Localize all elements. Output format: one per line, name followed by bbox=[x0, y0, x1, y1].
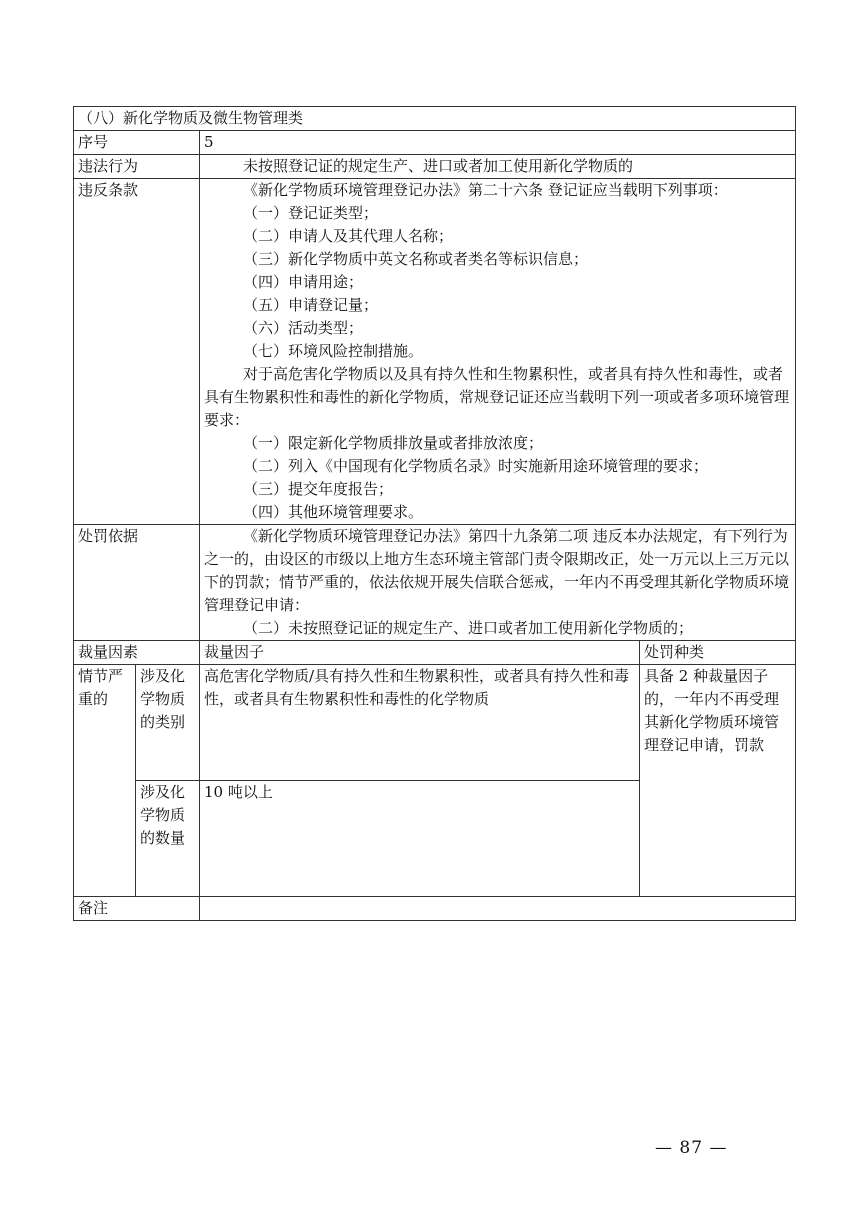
severity-label: 情节严重的 bbox=[74, 665, 136, 897]
severity-sub1-label: 涉及化学物质的类别 bbox=[136, 665, 200, 781]
remark-label: 备注 bbox=[74, 897, 200, 921]
clause-item2: （四）其他环境管理要求。 bbox=[243, 503, 424, 521]
section-title: （八）新化学物质及微生物管理类 bbox=[74, 107, 796, 131]
clause-item2: （二）列入《中国现有化学物质名录》时实施新用途环境管理的要求； bbox=[243, 457, 709, 475]
clause-item: （四）申请用途； bbox=[243, 273, 364, 291]
severity-penalty: 具备 2 种裁量因子的，一年内不再受理其新化学物质环境管理登记申请，罚款 bbox=[640, 665, 796, 897]
penalty-basis-label: 处罚依据 bbox=[74, 525, 200, 641]
penalty-basis-content bbox=[200, 525, 796, 641]
violation-label: 违法行为 bbox=[74, 155, 200, 179]
clause-para2: 对于高危害化学物质以及具有持久性和生物累积性，或者具有持久性和毒性，或者具有生物累积性和毒性的新化学物质，常规登记证还应当载明下列一项或者多项环境管理要求： bbox=[204, 365, 790, 429]
severity-sub2-value: 10 吨以上 bbox=[200, 781, 640, 897]
factors-header-1: 裁量因素 bbox=[74, 641, 200, 665]
clause-intro: 《新化学物质环境管理登记办法》第二十六条 登记证应当载明下列事项： bbox=[243, 181, 728, 199]
clause-item2: （三）提交年度报告； bbox=[243, 480, 394, 498]
violation-value: 未按照登记证的规定生产、进口或者加工使用新化学物质的 bbox=[200, 155, 796, 179]
seq-label: 序号 bbox=[74, 131, 200, 155]
factors-header-2: 裁量因子 bbox=[200, 641, 640, 665]
penalty-basis-item: （二）未按照登记证的规定生产、进口或者加工使用新化学物质的； bbox=[243, 619, 694, 637]
remark-value bbox=[200, 897, 796, 921]
clause-item: （二）申请人及其代理人名称； bbox=[243, 227, 454, 245]
clause-item: （五）申请登记量； bbox=[243, 296, 379, 314]
clause-item: （一）登记证类型； bbox=[243, 204, 379, 222]
clause-content bbox=[200, 179, 796, 525]
factors-header-3: 处罚种类 bbox=[640, 641, 796, 665]
severity-sub2-label: 涉及化学物质的数量 bbox=[136, 781, 200, 897]
seq-value: 5 bbox=[200, 131, 796, 155]
severity-sub1-value: 高危害化学物质/具有持久性和生物累积性，或者具有持久性和毒性，或者具有生物累积性和毒性的化学物质 bbox=[200, 665, 640, 781]
clause-item2: （一）限定新化学物质排放量或者排放浓度； bbox=[243, 434, 544, 452]
page-number: — 87 — bbox=[655, 1138, 728, 1158]
clause-label: 违反条款 bbox=[74, 179, 200, 525]
clause-item: （七）环境风险控制措施。 bbox=[243, 342, 424, 360]
clause-item: （六）活动类型； bbox=[243, 319, 364, 337]
regulation-table bbox=[73, 106, 796, 921]
penalty-basis-text: 《新化学物质环境管理登记办法》第四十九条第二项 违反本办法规定，有下列行为之一的，由设区的市级以上地方生态环境主管部门责令限期改正，处一万元以上三万元以下的罚款；情节严重的，依法依规开展失信联合惩戒，一年内不再受理其新化学物质环境管理登记申请： bbox=[204, 527, 790, 614]
clause-item: （三）新化学物质中英文名称或者类名等标识信息； bbox=[243, 250, 589, 268]
